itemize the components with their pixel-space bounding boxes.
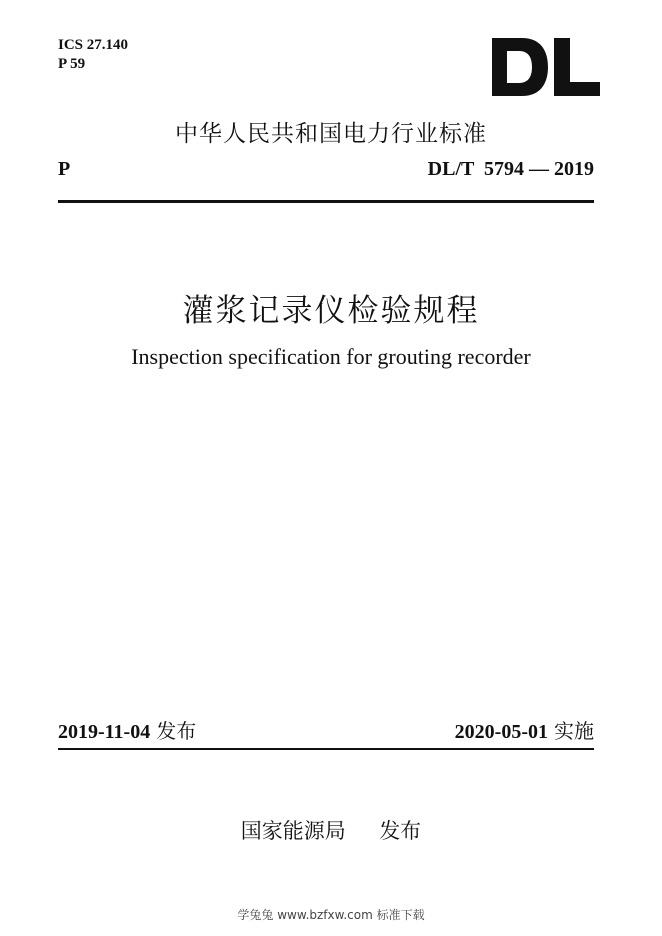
- implement-date-block: [455, 715, 594, 744]
- issue-date: 2019-11-04: [58, 721, 151, 743]
- bottom-rule: [58, 748, 594, 750]
- ics-code: ICS 27.140: [58, 37, 129, 53]
- title-english: Inspection specification for grouting recorder: [131, 344, 531, 369]
- ccs-code: P 59: [58, 56, 86, 72]
- issue-label: 发布: [156, 719, 197, 743]
- issuer-name: 国家能源局: [240, 819, 346, 843]
- issue-date-block: [58, 715, 196, 744]
- implement-label: 实施: [554, 719, 594, 743]
- issuer-action: 发布: [379, 819, 422, 843]
- organization-title: 中华人民共和国电力行业标准: [175, 121, 487, 147]
- category-code: P: [58, 158, 71, 180]
- standard-number: DL/T 5794 — 2019: [427, 158, 594, 180]
- issuer: [0, 815, 662, 845]
- implement-date: 2020-05-01: [454, 721, 548, 743]
- dl-logo: [492, 36, 602, 98]
- watermark: 学兔兔 www.bzfxw.com 标准下载: [237, 908, 425, 922]
- top-rule: [58, 200, 594, 203]
- title-chinese: 灌浆记录仪检验规程: [182, 293, 480, 329]
